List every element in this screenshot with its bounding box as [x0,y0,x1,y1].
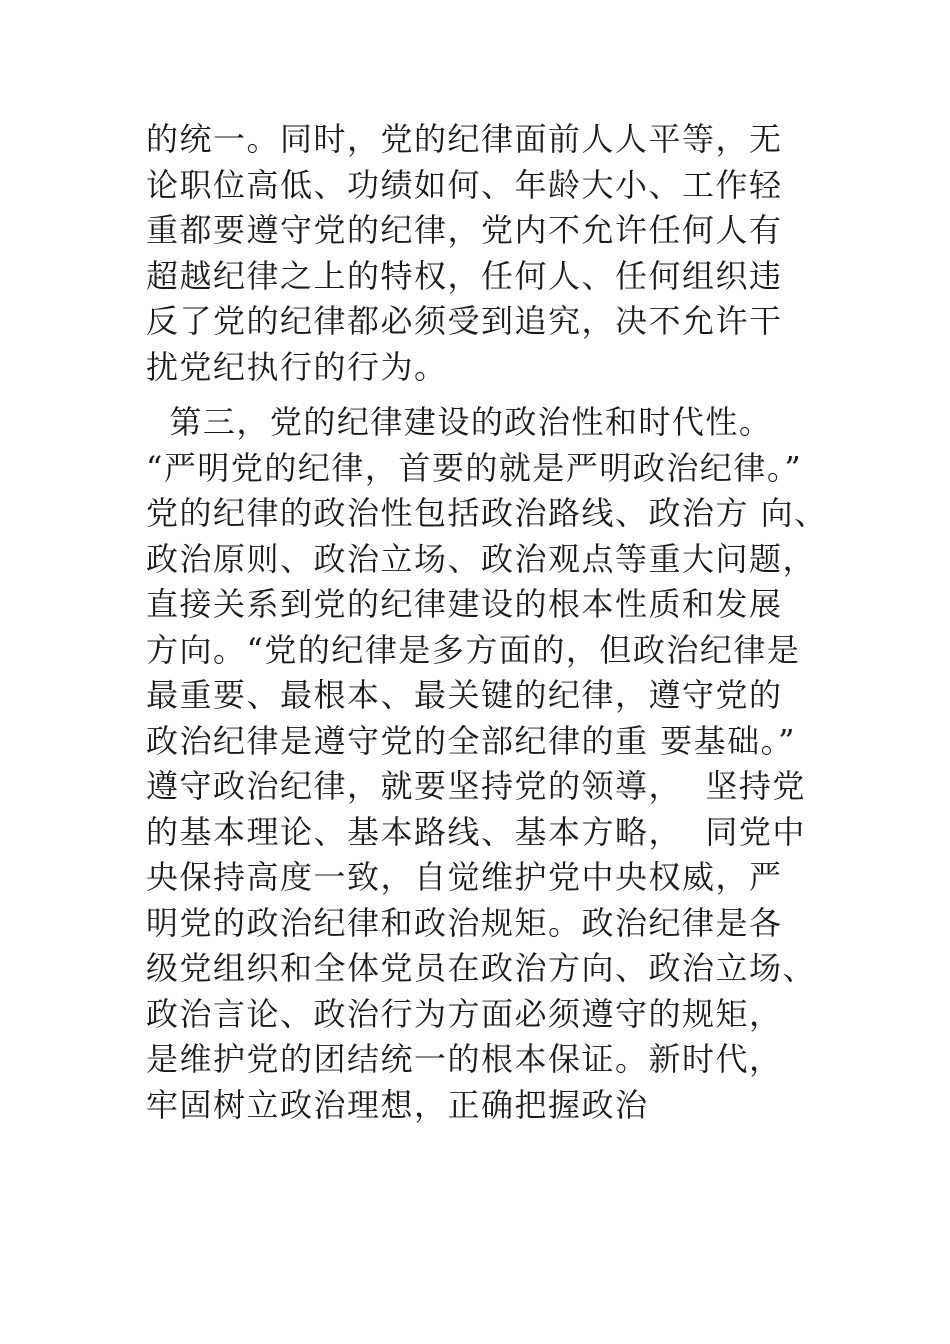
text-line: 重都要遵守党的纪律，党内不允许任何人有 [146,211,783,249]
text-line: 牢固树立政治理想，正确把握政治 [146,1085,649,1124]
text-line: 超越纪律之上的特权，任何人、任何组织违 [146,256,783,295]
text-line: 扰党纪执行的行为。 [146,347,448,386]
text-line: 的基本理论、基本路线、基本方略， 同党中 [146,812,806,851]
text-line: 明党的政治纪律和政治规矩。政治纪律是各 [146,903,783,942]
text-line: 央保持高度一致，自觉维护党中央权威，严 [146,858,783,896]
text-line: 论职位高低、功绩如何、年龄大小、工作轻 [146,165,783,204]
text-line: 政治原则、政治立场、政治观点等重大问题， [146,539,817,578]
paragraph-1 [146,117,946,390]
paragraph-2 [146,400,946,1128]
text-line: 是维护党的团结统一的根本保证。新时代， [146,1040,783,1078]
text-line: 级党组织和全体党员在政治方向、政治立场、 [146,949,817,987]
body-text [146,117,946,1128]
text-line: 党的纪律的政治性包括政治路线、政治方 向、 [146,494,828,532]
text-line: 反了党的纪律都必须受到追究，决不允许干 [146,302,783,340]
text-line: 遵守政治纪律，就要坚持党的领導， 坚持党 [146,767,806,805]
text-line: 最重要、最根本、最关键的纪律，遵守党的 [146,676,783,714]
text-line: 方向。“党的纪律是多方面的，但政治纪律是 [146,630,801,669]
text-line: 第三，党的纪律建设的政治性和时代性。 [146,403,773,441]
text-line: 直接关系到党的纪律建设的根本性质和发展 [146,585,783,623]
text-line: “严明党的纪律，首要的就是严明政治纪律。” [146,448,803,487]
text-line: 的统一。同时，党的纪律面前人人平等，无 [146,120,783,158]
text-line: 政治纪律是遵守党的全部纪律的重 要基础。” [146,721,797,760]
text-line: 政治言论、政治行为方面必须遵守的规矩， [146,994,783,1033]
paragraph-gap [146,390,946,400]
